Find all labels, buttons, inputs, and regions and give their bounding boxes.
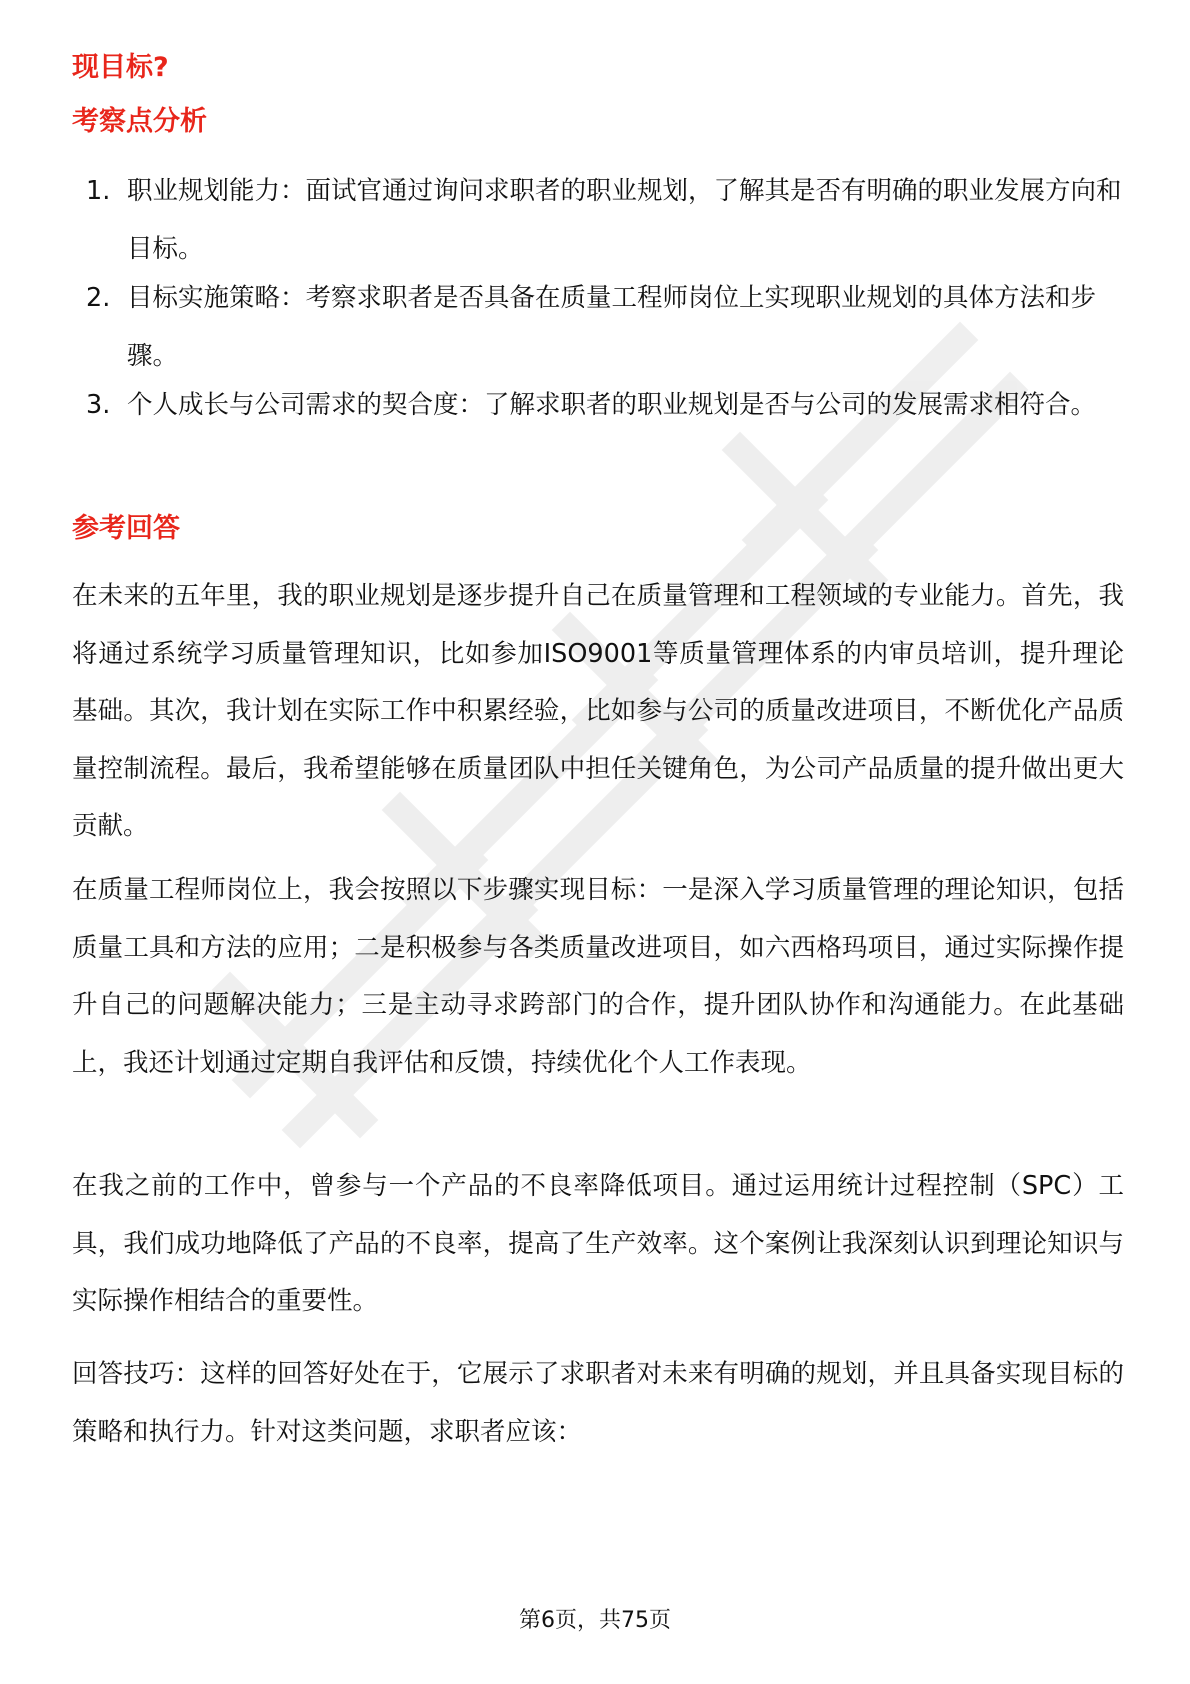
answer-tip-paragraph: 回答技巧：这样的回答好处在于，它展示了求职者对未来有明确的规划，并且具备实现目标的策略和执行力。针对这类问题，求职者应该： (72, 1359, 1124, 1447)
heading-continuation: 现目标? (72, 52, 169, 83)
section-title-reference-answer: 参考回答 (72, 513, 180, 544)
answer-paragraph: 在我之前的工作中，曾参与一个产品的不良率降低项目。通过运用统计过程控制（SPC）工具，我们成功地降低了产品的不良率，提高了生产效率。这个案例让我深刻认识到理论知识与实际操作相结合的重要性。 (72, 1171, 1124, 1316)
page-number: 第6页，共75页 (519, 1608, 671, 1633)
section-title-analysis: 考察点分析 (72, 106, 207, 137)
list-item-text: 职业规划能力：面试官通过询问求职者的职业规划，了解其是否有明确的职业发展方向和目标。 (127, 176, 1122, 264)
list-item (86, 269, 1126, 385)
list-item (86, 376, 1126, 434)
answer-paragraph: 在质量工程师岗位上，我会按照以下步骤实现目标：一是深入学习质量管理的理论知识，包括质量工具和方法的应用；二是积极参与各类质量改进项目，如六西格玛项目，通过实际操作提升自己的问题解决能力；三是主动寻求跨部门的合作，提升团队协作和沟通能力。在此基础上，我还计划通过定期自我评估和反馈，持续优化个人工作表现。 (72, 875, 1124, 1078)
list-item-number: 1. (86, 176, 111, 206)
list-item-text: 目标实施策略：考察求职者是否具备在质量工程师岗位上实现职业规划的具体方法和步骤。 (127, 283, 1097, 371)
list-item-text: 个人成长与公司需求的契合度：了解求职者的职业规划是否与公司的发展需求相符合。 (127, 390, 1097, 420)
answer-paragraph: 在未来的五年里，我的职业规划是逐步提升自己在质量管理和工程领域的专业能力。首先，我将通过系统学习质量管理知识，比如参加ISO9001等质量管理体系的内审员培训，提升理论基础。其次，我计划在实际工作中积累经验，比如参与公司的质量改进项目，不断优化产品质量控制流程。最后，我希望能够在质量团队中担任关键角色，为公司产品质量的提升做出更大贡献。 (72, 581, 1124, 841)
list-item-number: 2. (86, 283, 111, 313)
list-item (86, 162, 1126, 278)
list-item-number: 3. (86, 390, 111, 420)
